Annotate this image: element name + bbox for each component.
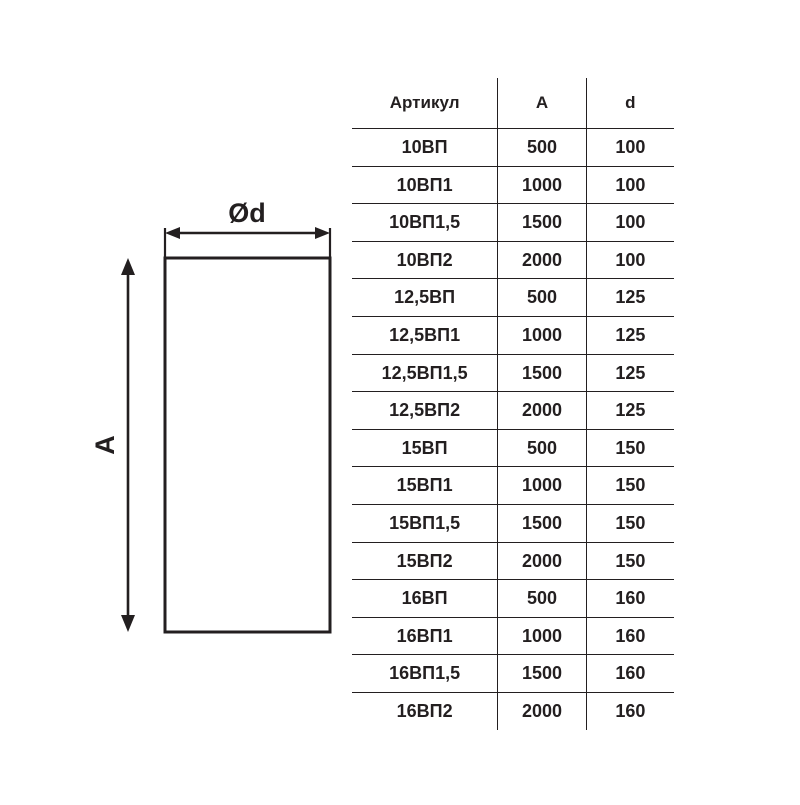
cell-a: 2000 [498,392,586,430]
cell-d: 125 [586,354,674,392]
table-body [352,129,674,730]
cell-d: 160 [586,692,674,729]
cell-article: 12,5ВП [352,279,498,317]
cell-d: 100 [586,129,674,167]
cell-a: 1500 [498,204,586,242]
cell-d: 160 [586,580,674,618]
column-header-d: d [586,78,674,129]
table-row [352,392,674,430]
table-row [352,692,674,729]
cell-d: 150 [586,429,674,467]
table-row [352,129,674,167]
cell-article: 10ВП [352,129,498,167]
cell-a: 500 [498,279,586,317]
cell-a: 500 [498,129,586,167]
cell-article: 16ВП1,5 [352,655,498,693]
column-header-a: A [498,78,586,129]
table-row [352,316,674,354]
diameter-arrow-left-icon [165,227,180,239]
table-row [352,542,674,580]
column-header-article: Артикул [352,78,498,129]
cell-d: 100 [586,241,674,279]
table-header-row [352,78,674,129]
cell-a: 500 [498,580,586,618]
table-row [352,504,674,542]
cell-a: 1000 [498,617,586,655]
table-row [352,580,674,618]
table-row [352,617,674,655]
table-row [352,354,674,392]
length-arrow-top-icon [121,258,135,275]
cell-article: 16ВП2 [396,700,453,721]
table-row [352,166,674,204]
cell-a: 500 [498,429,586,467]
cell-a: 1500 [498,354,586,392]
cell-d: 100 [586,204,674,242]
cell-d: 125 [586,279,674,317]
table-row [352,467,674,505]
cell-article: 10ВП2 [352,241,498,279]
cell-article: 15ВП1 [352,467,498,505]
cell-a: 1500 [498,655,586,693]
cell-article: 16ВП1 [352,617,498,655]
cell-d: 100 [586,166,674,204]
cell-d: 150 [586,542,674,580]
cell-article: 12,5ВП2 [352,392,498,430]
cell-article: 10ВП1,5 [352,204,498,242]
length-label: A [90,435,120,455]
cell-a: 2000 [498,241,586,279]
cell-a: 2000 [498,542,586,580]
cell-d: 125 [586,316,674,354]
cell-a: 1500 [498,504,586,542]
table-row [352,429,674,467]
cell-d: 125 [586,392,674,430]
cell-article: 15ВП2 [352,542,498,580]
cell-article: 16ВП [352,580,498,618]
cell-a: 1000 [498,166,586,204]
cell-article: 12,5ВП1 [352,316,498,354]
pipe-body-rect [165,258,330,632]
table-header [352,78,674,129]
diameter-arrow-right-icon [315,227,330,239]
diameter-label: Ød [228,198,266,228]
specification-table [352,78,674,730]
cell-d: 160 [586,617,674,655]
cell-a: 1000 [498,316,586,354]
length-arrow-bottom-icon [121,615,135,632]
cell-article: 10ВП1 [352,166,498,204]
cell-article: 15ВП1,5 [352,504,498,542]
table-row [352,204,674,242]
cell-a: 1000 [498,467,586,505]
cell-article: 12,5ВП1,5 [352,354,498,392]
cell-d: 160 [586,655,674,693]
table-row [352,279,674,317]
cell-d: 150 [586,504,674,542]
drawing-svg [0,0,350,800]
table-row [352,241,674,279]
cell-a: 2000 [498,692,586,729]
technical-drawing [0,0,350,800]
cell-d: 150 [586,467,674,505]
cell-article: 15ВП [352,429,498,467]
table-row [352,655,674,693]
